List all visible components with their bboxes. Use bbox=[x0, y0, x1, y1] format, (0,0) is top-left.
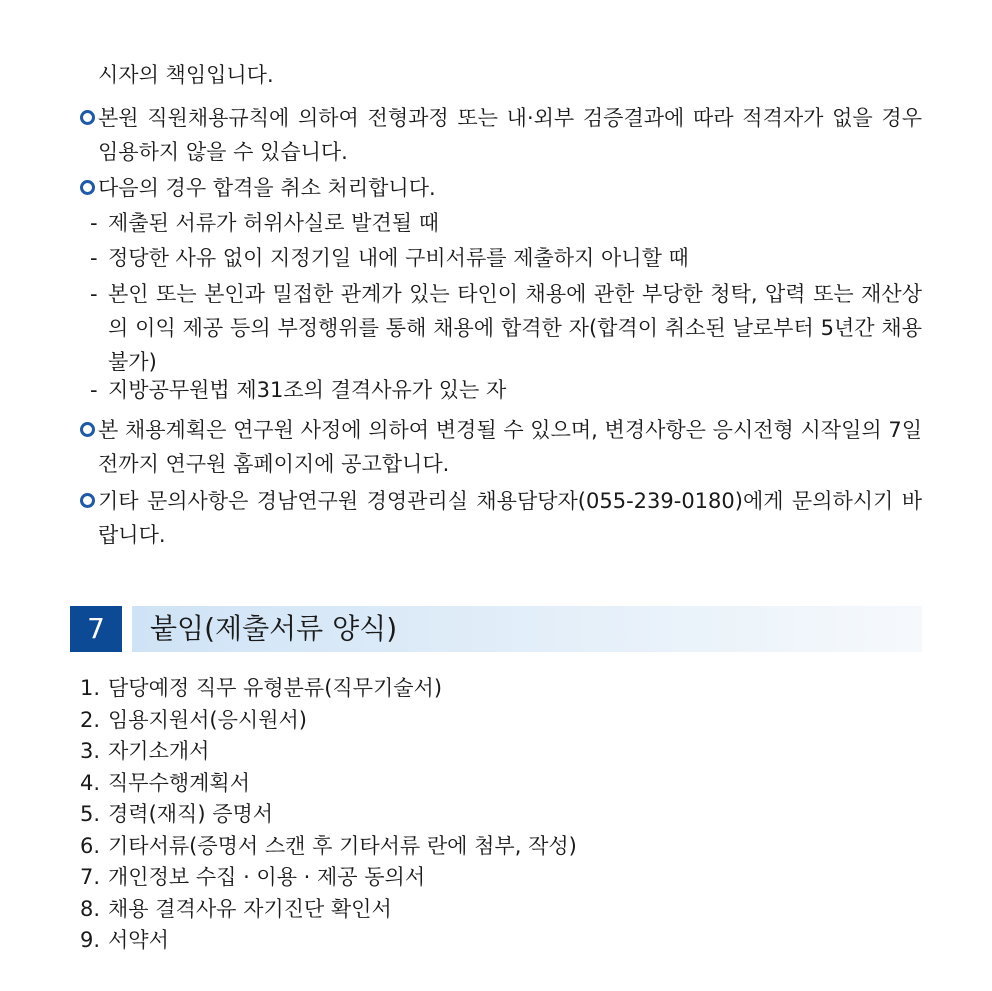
cancellation-item bbox=[90, 206, 922, 240]
section-title: 붙임(제출서류 양식) bbox=[150, 612, 398, 645]
circle-bullet-icon bbox=[80, 180, 95, 195]
list-item-number: 7. bbox=[80, 865, 101, 889]
list-item-label: 개인정보 수집 · 이용 · 제공 동의서 bbox=[108, 865, 426, 889]
list-item-number: 8. bbox=[80, 896, 101, 921]
list-item bbox=[80, 925, 577, 957]
circle-bullet-icon bbox=[80, 493, 95, 508]
notice-text: 다음의 경우 합격을 취소 처리합니다. bbox=[98, 176, 436, 200]
attachment-list bbox=[80, 673, 577, 957]
list-item-number: 1. bbox=[80, 676, 101, 700]
notice-paragraph-inquiry bbox=[80, 484, 922, 552]
circle-bullet-icon bbox=[80, 422, 95, 437]
notice-text: 본 채용계획은 연구원 사정에 의하여 변경될 수 있으며, 변경사항은 응시전형 시작일의 7일 전까지 연구원 홈페이지에 공고합니다. bbox=[98, 418, 922, 476]
list-item-label: 담당예정 직무 유형분류(직무기술서) bbox=[108, 676, 443, 700]
list-item bbox=[80, 831, 577, 863]
list-item-label: 서약서 bbox=[108, 928, 169, 952]
notice-paragraph-plan-change bbox=[80, 413, 922, 481]
cancellation-item bbox=[90, 373, 922, 407]
dash-marker: - bbox=[90, 246, 98, 270]
list-item-label: 자기소개서 bbox=[108, 739, 210, 763]
list-item-number: 3. bbox=[80, 739, 101, 763]
cancellation-item bbox=[90, 277, 922, 379]
section-header bbox=[70, 606, 922, 652]
paragraph-continuation: 시자의 책임입니다. bbox=[98, 63, 274, 87]
notice-text: 본원 직원채용규칙에 의하여 전형과정 또는 내·외부 검증결과에 따라 적격자가 없을 경우 임용하지 않을 수 있습니다. bbox=[98, 106, 922, 164]
cancellation-item-text: 정당한 사유 없이 지정기일 내에 구비서류를 제출하지 아니할 때 bbox=[108, 246, 689, 270]
dash-marker: - bbox=[90, 282, 98, 306]
list-item bbox=[80, 673, 577, 705]
list-item-number: 5. bbox=[80, 802, 101, 826]
list-item-label: 직무수행계획서 bbox=[108, 770, 251, 795]
list-item-label: 채용 결격사유 자기진단 확인서 bbox=[108, 896, 392, 921]
list-item-number: 4. bbox=[80, 770, 101, 795]
notice-paragraph-cancellation bbox=[80, 171, 922, 205]
list-item-label: 경력(재직) 증명서 bbox=[108, 802, 274, 826]
list-item bbox=[80, 862, 577, 894]
dash-marker: - bbox=[90, 211, 98, 235]
list-item bbox=[80, 736, 577, 768]
section-number-badge: 7 bbox=[70, 606, 122, 652]
list-item-number: 6. bbox=[80, 833, 101, 858]
cancellation-item-text: 제출된 서류가 허위사실로 발견될 때 bbox=[108, 211, 439, 235]
circle-bullet-icon bbox=[80, 110, 95, 125]
list-item-number: 9. bbox=[80, 928, 101, 952]
list-item bbox=[80, 705, 577, 737]
cancellation-item-text: 지방공무원법 제31조의 결격사유가 있는 자 bbox=[108, 378, 507, 402]
notice-text: 기타 문의사항은 경남연구원 경영관리실 채용담당자(055-239-0180)에게 문의하시기 바랍니다. bbox=[98, 489, 922, 547]
list-item bbox=[80, 894, 577, 926]
cancellation-item bbox=[90, 241, 922, 275]
list-item-label: 기타서류(증명서 스캔 후 기타서류 란에 첨부, 작성) bbox=[108, 833, 577, 858]
notice-paragraph-no-qualified bbox=[80, 101, 922, 169]
dash-marker: - bbox=[90, 378, 98, 402]
list-item-label: 임용지원서(응시원서) bbox=[108, 707, 307, 732]
list-item-number: 2. bbox=[80, 707, 101, 732]
list-item bbox=[80, 768, 577, 800]
cancellation-item-text: 본인 또는 본인과 밀접한 관계가 있는 타인이 채용에 관한 부당한 청탁, 압력 또는 재산상의 이익 제공 등의 부정행위를 통해 채용에 합격한 자(합격이 취소된 날로부터 5년간 채용불가) bbox=[108, 282, 922, 374]
list-item bbox=[80, 799, 577, 831]
